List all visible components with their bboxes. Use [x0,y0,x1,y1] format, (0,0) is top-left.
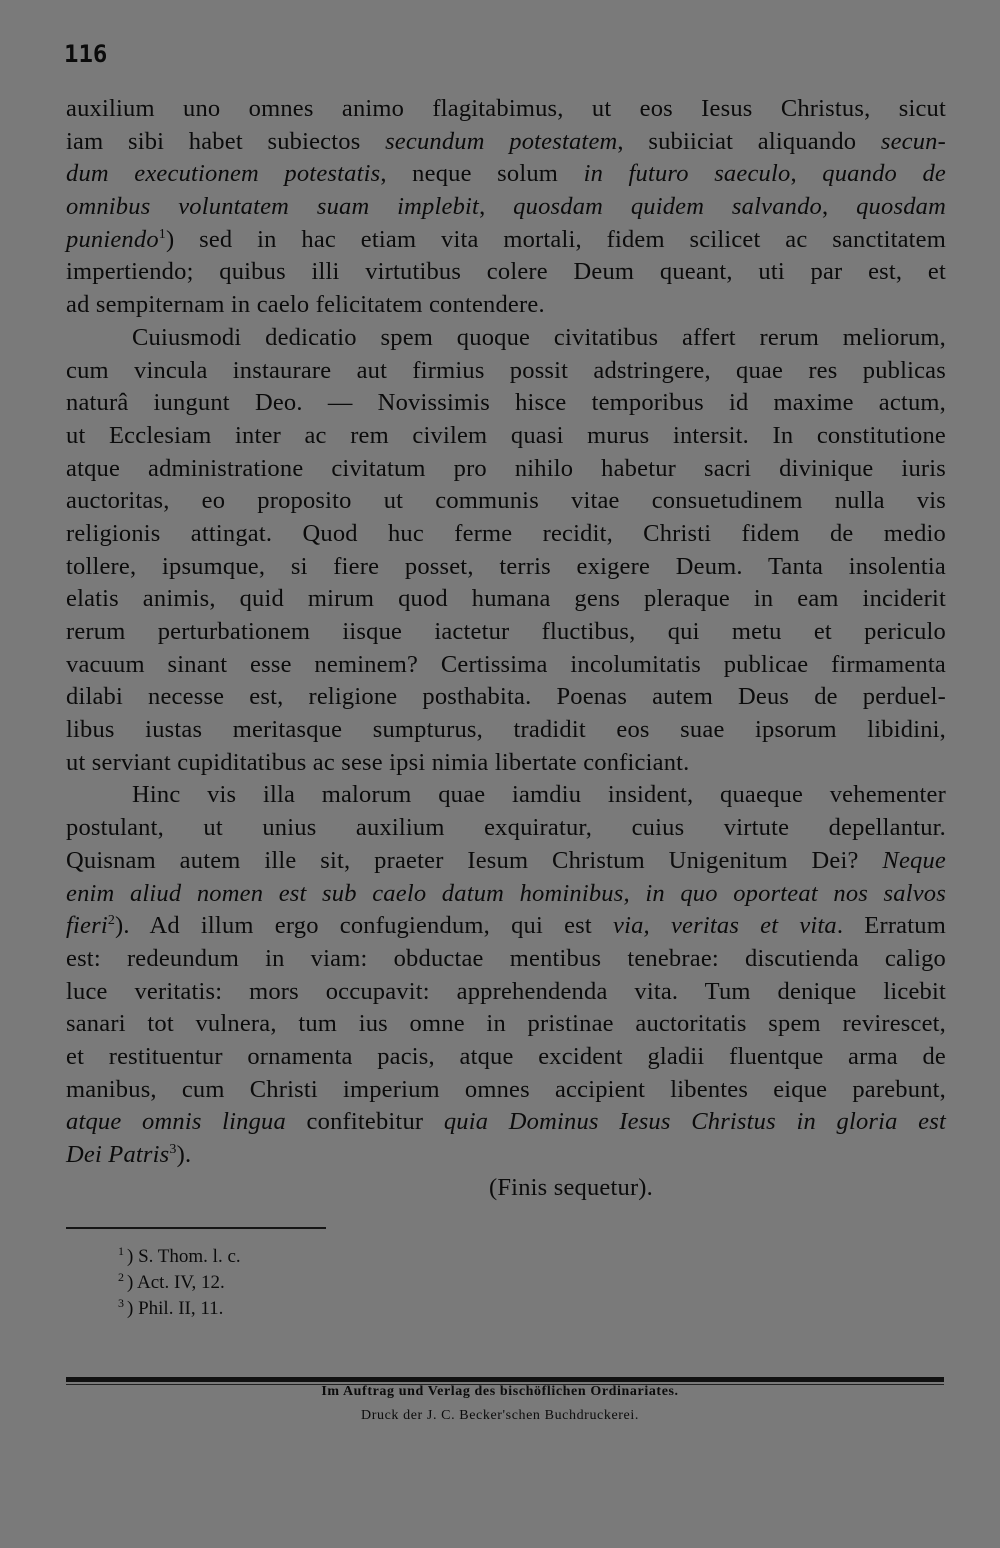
text-line [66,191,946,224]
footnote-text: ) S. Thom. l. c. [127,1246,241,1267]
text-segment: rerum perturbationem iisque iactetur fluctibus, qui metu et periculo [66,618,946,645]
text-segment: Neque [882,846,946,874]
body-text [66,93,946,1204]
text-segment: secun- [880,127,946,155]
text-segment: quosdam [856,193,946,221]
text-segment: in futuro saeculo [583,160,791,188]
bottom-rule [66,1377,944,1382]
text-segment: impertiendo; quibus illi virtutibus colere Deum queant, uti par est, et [66,258,946,286]
text-line [66,681,946,714]
text-segment: , subiiciat aliquando [617,127,881,155]
footnote [118,1296,241,1322]
text-segment: , [822,193,857,221]
text-line [66,420,946,453]
text-line [66,878,946,911]
text-segment: fieri [66,912,108,940]
footnote [118,1270,241,1296]
text-segment: quando de [822,160,947,188]
footnote-reference: 3 [169,1141,177,1157]
text-line [66,1008,946,1041]
footnote-mark: 1 [118,1243,124,1258]
text-segment: auxilium uno omnes animo flagitabimus, ut eos Iesus Christus, sicut [66,95,946,122]
text-line [66,1106,946,1139]
text-segment: Dei Patris [66,1141,170,1168]
text-line [66,910,946,943]
text-segment: et restituentur ornamenta pacis, atque excident gladii fluentque arma de [66,1042,946,1070]
text-line [66,289,946,322]
text-line [66,322,946,355]
footnote-separator [66,1227,326,1229]
text-line [66,1074,946,1107]
footnote-reference: 2 [107,913,116,929]
text-line [66,845,946,878]
text-segment: luce veritatis: mors occupavit: apprehendenda vita. Tum denique licebit [66,977,946,1005]
text-line [66,1041,946,1074]
text-segment: postulant, ut unius auxilium exquiratur, cuius virtute depellantur. [66,814,946,842]
text-segment: iam sibi habet subiectos [66,127,386,155]
text-line [66,453,946,486]
text-segment: religionis attingat. Quod huc ferme recidit, Christi fidem de medio [66,519,946,547]
text-segment: cum vincula instaurare aut firmius possit adstringere, quae res publicas [66,356,946,384]
text-segment: , [479,193,514,221]
text-segment: Quisnam autem ille sit, praeter Iesum Christum Unigenitum Dei? [66,846,883,874]
text-line [66,355,946,388]
text-segment: via, veritas et vita [613,912,837,940]
text-segment: secundum potestatem [385,127,618,155]
closing-note: (Finis sequetur). [489,1173,653,1201]
text-line [66,126,946,159]
text-segment: tollere, ipsumque, si fiere posset, terris exigere Deum. Tanta insolentia [66,552,946,580]
text-segment: Cuiusmodi dedicatio spem quoque civitatibus affert rerum meliorum, [132,323,946,351]
text-segment: omnibus voluntatem suam implebit [66,193,480,221]
text-segment: ). Ad illum ergo confugiendum, qui est [115,912,614,940]
text-segment: Hinc vis illa malorum quae iamdiu insident, quaeque vehementer [132,781,946,809]
text-line [66,943,946,976]
text-line [66,158,946,191]
text-line [66,779,946,812]
text-line [66,747,946,780]
imprint-printer: Druck der J. C. Becker'schen Buchdruckerei. [361,1408,639,1423]
text-line [66,485,946,518]
text-line [66,256,946,289]
text-segment: confitebitur [285,1108,444,1136]
text-segment: ) sed in hac etiam vita mortali, fidem scilicet ac sanctitatem [165,225,946,253]
footnote-mark: 3 [118,1295,124,1310]
text-line [66,714,946,747]
imprint-publisher: Im Auftrag und Verlag des bischöflichen Ordinariates. [321,1384,679,1399]
text-line [66,387,946,420]
footnote-text: ) Act. IV, 12. [127,1272,225,1293]
text-segment: quia Dominus Iesus Christus in gloria est [443,1108,946,1136]
text-segment: puniendo [66,225,159,253]
text-segment: libus iustas meritasque sumpturus, tradidit eos suae ipsorum libidini, [66,716,946,744]
text-line [66,649,946,682]
text-line [66,518,946,551]
text-segment: ut Ecclesiam inter ac rem civilem quasi murus intersit. In constitutione [66,421,946,449]
text-segment: ut serviant cupiditatibus ac sese ipsi nimia libertate conficiant. [66,748,690,776]
footnote-reference: 1 [158,226,166,242]
text-segment: elatis animis, quid mirum quod humana gens pleraque in eam inciderit [66,585,946,613]
text-line [66,812,946,845]
text-segment: quosdam quidem salvando [513,193,822,221]
text-segment: atque administratione civitatum pro nihilo habetur sacri divinique iuris [66,454,946,482]
footnotes [118,1244,241,1322]
text-line [66,224,946,257]
text-segment: dum executionem potestatis [66,160,381,188]
text-segment: est: redeundum in viam: obductae mentibus tenebrae: discutienda caligo [66,944,946,972]
text-segment: ad sempiternam in caelo felicitatem contendere. [66,291,545,319]
text-line [66,1139,946,1172]
text-segment: , [790,160,823,188]
footnote-mark: 2 [118,1269,124,1284]
text-line [66,93,946,126]
footnote-text: ) Phil. II, 11. [127,1298,224,1319]
text-segment: manibus, cum Christi imperium omnes accipient libentes eique parebunt, [66,1075,946,1103]
text-line [66,551,946,584]
text-line [66,583,946,616]
text-segment: . Erratum [836,912,946,940]
text-segment: sanari tot vulnera, tum ius omne in pristinae auctoritatis spem revirescet, [66,1010,946,1038]
text-line [66,976,946,1009]
text-segment: vacuum sinant esse neminem? Certissima incolumitatis publicae firmamenta [66,650,946,678]
page-number: 116 [64,40,108,68]
text-segment: , neque solum [380,160,584,188]
text-segment: ). [176,1141,192,1168]
text-segment: enim aliud nomen est sub caelo datum hominibus, in quo oporteat nos salvos [66,879,946,907]
text-line [66,616,946,649]
text-segment: atque omnis lingua [66,1108,286,1136]
footnote [118,1244,241,1270]
text-segment: naturâ iungunt Deo. — Novissimis hisce temporibus id maxime actum, [66,389,946,417]
text-segment: dilabi necesse est, religione posthabita. Poenas autem Deus de perduel- [66,683,946,711]
text-segment: auctoritas, eo proposito ut communis vitae consuetudinem nulla vis [66,487,946,515]
